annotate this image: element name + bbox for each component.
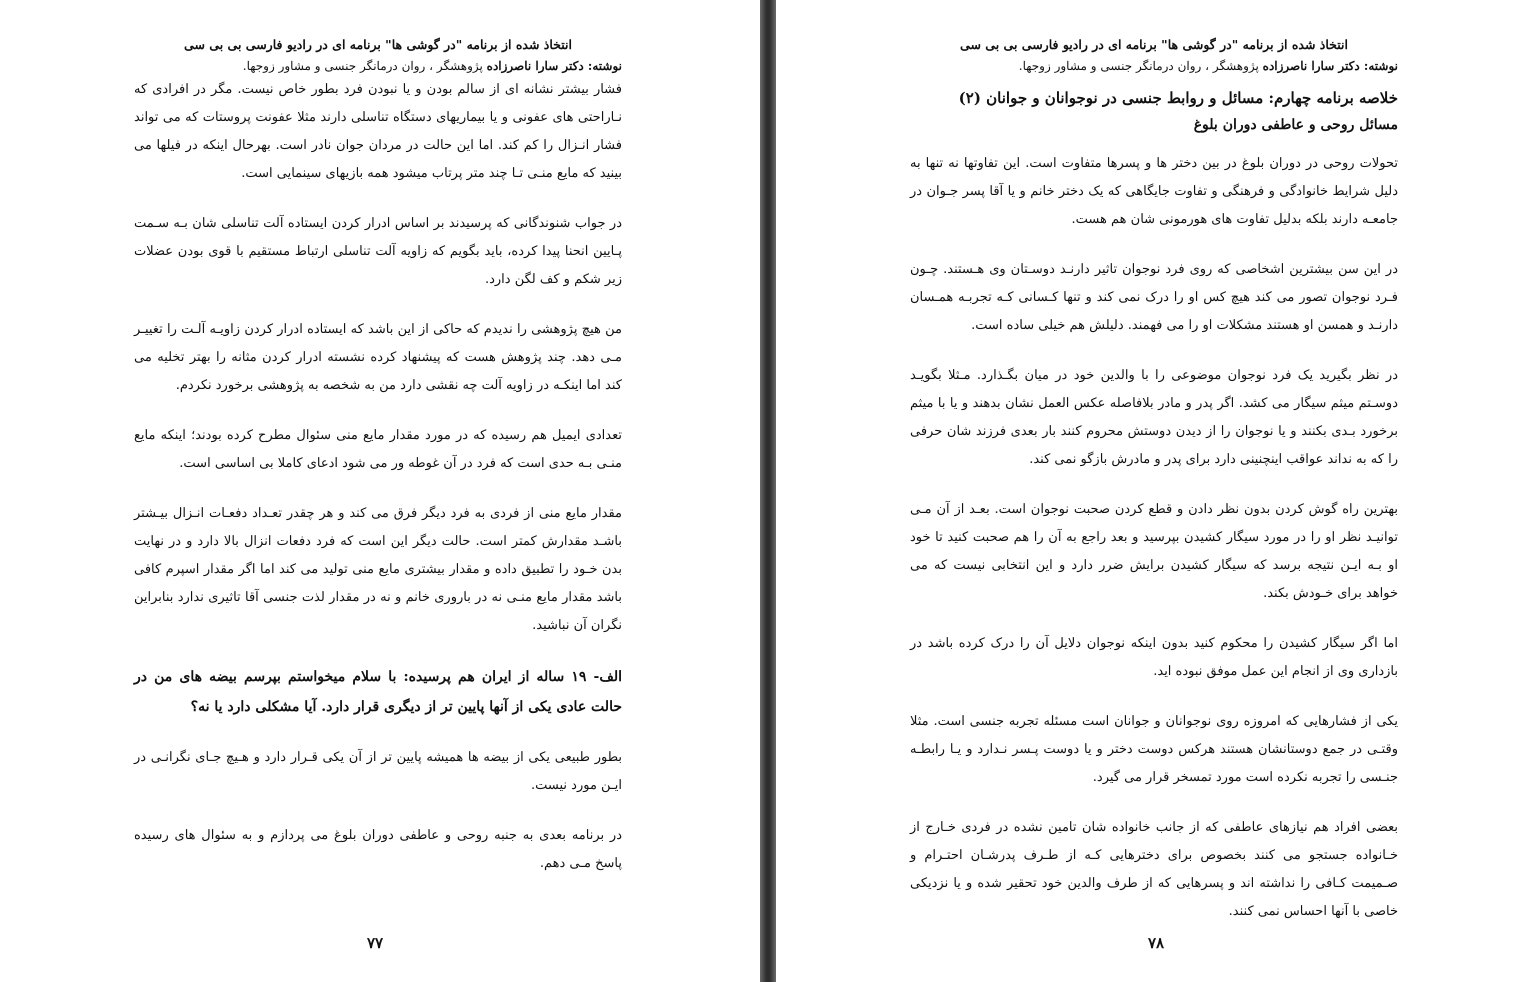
header-author <box>134 56 622 76</box>
header-title: انتخاذ شده از برنامه "در گوشی ها" برنامه ای در رادیو فارسی بی بی سی <box>960 37 1348 52</box>
running-header <box>910 34 1398 76</box>
author-description: پژوهشگر ، روان درمانگر جنسی و مشاور زوجها. <box>1018 59 1263 73</box>
paragraph: در این سن بیشترین اشخاصی که روی فرد نوجوان تاثیر دارنـد دوسـتان وی هـستند. چـون فـرد نوجوان تصور می کند هیچ کس او را درک نمی کند و تنها کـسانی کـه تجربـه همـسان دارنـد و همسن او هستند مشکلات او را می فهمند. دلیلش هم خیلی ساده است. <box>910 262 1398 333</box>
left-page-content <box>134 34 622 900</box>
answer-paragraph: در برنامه بعدی به جنبه روحی و عاطفی دوران بلوغ می پردازم و به سئوال های رسیده پاسخ مـی دهم. <box>134 828 622 871</box>
section-title: مسائل روحی و عاطفی دوران بلوغ <box>1193 117 1398 133</box>
left-page <box>0 0 760 982</box>
book-spine-divider <box>760 0 776 982</box>
paragraph: تحولات روحی در دوران بلوغ در بین دختر ها و پسرها متفاوت است. این تفاوتها نه تنها به دلیل شرایط خانوادگی و فرهنگی و تفاوت جایگاهی که یک دختر خانم و یا آقا پسر جـوان در جامعـه دارند بلکه بدلیل تفاوت های هورمونی شان هم هست. <box>910 156 1398 227</box>
answer-paragraph: بطور طبیعی یکی از بیضه ها همیشه پایین تر از آن یکی قـرار دارد و هـیچ جـای نگرانـی در ایـن مورد نیست. <box>134 750 622 793</box>
header-title: انتخاذ شده از برنامه "در گوشی ها" برنامه ای در رادیو فارسی بی بی سی <box>184 37 572 52</box>
author-name: نوشته: دکتر سارا ناصرزاده <box>486 59 622 73</box>
paragraph: اما اگر سیگار کشیدن را محکوم کنید بدون اینکه نوجوان دلایل آن را درک کرده باشد در بازداری وی از انجام این عمل موفق نبوده اید. <box>910 636 1398 679</box>
page-number: ۷۸ <box>1147 934 1165 952</box>
right-page <box>776 0 1536 982</box>
chapter-title: خلاصه برنامه چهارم: مسائل و روابط جنسی در نوجوانان و جوانان (۲) <box>958 89 1398 107</box>
paragraph: در جواب شنوندگانی که پرسیدند بر اساس ادرار کردن ایستاده آلت تناسلی شان بـه سـمت پـایین انحنا پیدا کرده، باید بگویم که زاویه آلت تناسلی ارتباط مستقیم با قوی بودن عضلات زیر شکم و کف لگن دارد. <box>134 216 622 287</box>
paragraph: در نظر بگیرید یک فرد نوجوان موضوعی را با والدین خود در میان بگـذارد. مـثلا بگویـد دوسـتم میثم سیگار می کشد. اگر پدر و مادر بلافاصله عکس العمل نشان بدهند و یا با میثم برخورد بـدی بکنند و یا نوجوان را از دیدن دوستش محروم کنند بار بعدی فرزند شان حرفی را که به نداند عواقب اینچنینی دارد برای پدر و مادرش بازگو نمی کند. <box>910 368 1398 467</box>
running-header <box>134 34 622 76</box>
page-number: ۷۷ <box>366 934 384 952</box>
author-description: پژوهشگر ، روان درمانگر جنسی و مشاور زوجها. <box>242 59 487 73</box>
right-page-content <box>910 34 1398 948</box>
paragraph: یکی از فشارهایی که امروزه روی نوجوانان و جوانان است مسئله تجربه جنسی است. مثلا وقتـی در جمع دوستانشان هستند هرکس دوست دختر و یا دوست پـسر نـدارد و یـا رابطـه جنـسی را تجربه نکرده است مورد تمسخر قرار می گیرد. <box>910 714 1398 785</box>
header-author <box>910 56 1398 76</box>
paragraph: بهترین راه گوش کردن بدون نظر دادن و قطع کردن صحبت نوجوان است. بعـد از آن مـی توانیـد نظر او را در مورد سیگار کشیدن بپرسید و بعد راجع به آن را هم صحبت کنید تا خود او بـه ایـن نتیجه برسد که سیگار کشیدن برایش ضرر دارد و این انتخابی نیست که می خواهد برای خـودش بکند. <box>910 502 1398 601</box>
paragraph: من هیچ پژوهشی را ندیدم که حاکی از این باشد که ایستاده ادرار کردن زاویـه آلـت را تغییـر مـی دهد. چند پژوهش هست که پیشنهاد کرده نشسته ادرار کردن مثانه را بهتر تخلیه می کند اما اینکـه در زاویه آلت چه نقشی دارد من به شخصه به پژوهشی برخورد نکردم. <box>134 322 622 393</box>
author-name: نوشته: دکتر سارا ناصرزاده <box>1262 59 1398 73</box>
paragraph: مقدار مایع منی از فردی به فرد دیگر فرق می کند و هر چقدر تعـداد دفعـات انـزال بیـشتر باشـد مقدارش کمتر است. حالت دیگر این است که فرد دفعات انزال بالا دارد و در نهایت بدن خـود را تطبیق داده و مقدار بیشتری مایع منی تولید می کند اما اگر مقدار اسپرم کافی باشد مقدار مایع منـی نه در باروری خانم و نه در مقدار لذت جنسی آقا تاثیری ندارد بنابراین نگران آن نباشید. <box>134 506 622 633</box>
paragraph: بعضی افراد هم نیازهای عاطفی که از جانب خانواده شان تامین نشده در فردی خـارج از خـانواده جستجو می کنند بخصوص برای دخترهایی کـه از طـرف پدرشـان احتـرام و صـمیمت کـافی را نداشته اند و پسرهایی که از طرف والدین خود تحقیر شده و یا نزدیکی خاصی با آنها احساس نمی کنند. <box>910 820 1398 919</box>
paragraph: تعدادی ایمیل هم رسیده که در مورد مقدار مایع منی سئوال مطرح کرده بودند؛ اینکه مایع منـی بـه حدی است که فرد در آن غوطه ور می شود ادعای کاملا بی اساسی است. <box>134 428 622 471</box>
paragraph: فشار بیشتر نشانه ای از سالم بودن و یا نبودن فرد بطور خاص نیست. مگر در افرادی که نـاراحتی های عفونی و یا بیماریهای دستگاه تناسلی دارند مثلا عفونت پروستات که می تواند فشار انـزال را کم کند. اما این حالت در مردان جوان نادر است. بهرحال اینکه در فیلها می بینید که مایع منـی تـا چند متر پرتاب میشود همه بازیهای سینمایی است. <box>134 82 623 181</box>
reader-question: الف- ۱۹ ساله از ایران هم پرسیده: با سلام میخواستم بپرسم بیضه های من در حالت عادی یکی از آنها پایین تر از دیگری قرار دارد. آیا مشکلی دارد یا نه؟ <box>134 669 622 715</box>
